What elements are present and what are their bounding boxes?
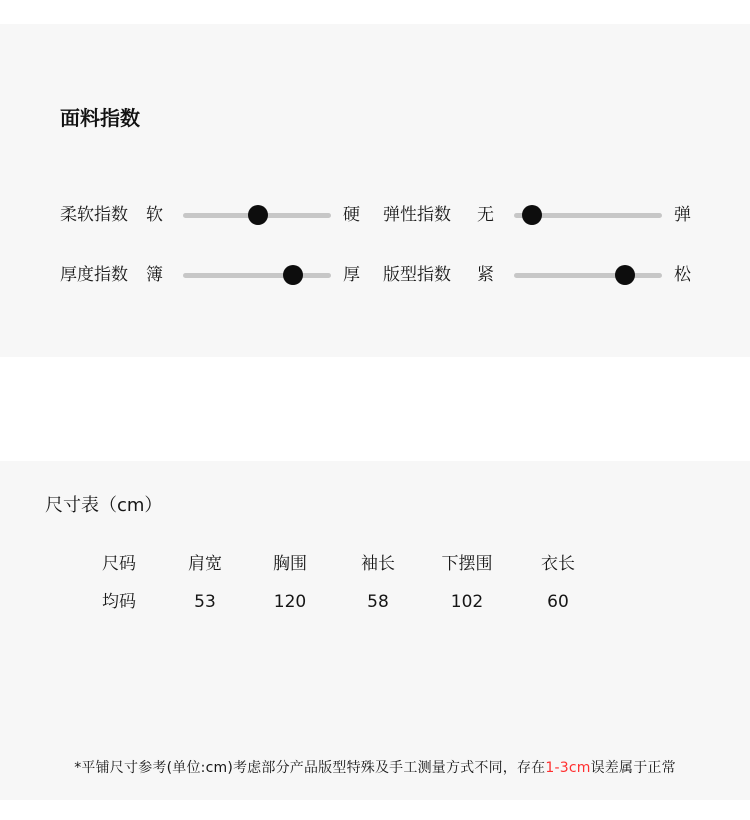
size-table-header: 衣长 xyxy=(541,554,575,574)
slider-row-elasticity xyxy=(383,200,695,230)
size-table xyxy=(75,552,605,614)
slider-dot xyxy=(283,265,303,285)
slider-max-label: 松 xyxy=(674,265,691,285)
slider-max-label: 弹 xyxy=(674,205,691,225)
fabric-index-slider-grid xyxy=(60,200,695,290)
size-table-header: 下摆围 xyxy=(441,554,493,574)
measurement-disclaimer xyxy=(0,758,750,778)
slider-dot xyxy=(615,265,635,285)
size-table-header: 尺码 xyxy=(102,554,136,574)
fabric-index-title: 面料指数 xyxy=(60,106,140,130)
disclaimer-text: *平铺尺寸参考(单位:cm)考虑部分产品版型特殊及手工测量方式不同，存在 xyxy=(74,760,546,776)
slider-dot xyxy=(248,205,268,225)
slider-dot xyxy=(522,205,542,225)
slider-row-thickness xyxy=(60,260,360,290)
size-table-cell: 58 xyxy=(367,592,389,612)
size-table-section xyxy=(0,461,750,800)
size-table-cell: 120 xyxy=(273,592,307,612)
size-table-cell: 53 xyxy=(194,592,216,612)
slider-min-label: 无 xyxy=(477,205,494,225)
slider-label: 版型指数 xyxy=(383,265,451,285)
slider-row-fit xyxy=(383,260,695,290)
size-table-header: 袖长 xyxy=(361,554,395,574)
slider-label: 厚度指数 xyxy=(60,265,128,285)
size-table-cell: 60 xyxy=(547,592,569,612)
slider-min-label: 软 xyxy=(146,205,163,225)
slider-track xyxy=(183,273,331,278)
disclaimer-tolerance-highlight: 1-3cm xyxy=(545,760,591,776)
slider-max-label: 厚 xyxy=(343,265,360,285)
slider-label: 弹性指数 xyxy=(383,205,451,225)
slider-row-softness xyxy=(60,200,360,230)
size-table-cell: 均码 xyxy=(102,592,136,612)
slider-track xyxy=(514,273,662,278)
fabric-index-section xyxy=(0,24,750,357)
slider-min-label: 簿 xyxy=(146,265,163,285)
size-table-header: 胸围 xyxy=(273,554,307,574)
slider-max-label: 硬 xyxy=(343,205,360,225)
slider-label: 柔软指数 xyxy=(60,205,128,225)
size-table-header: 肩宽 xyxy=(188,554,222,574)
size-table-cell: 102 xyxy=(450,592,484,612)
slider-min-label: 紧 xyxy=(477,265,494,285)
disclaimer-text: 误差属于正常 xyxy=(590,760,676,776)
slider-track xyxy=(183,213,331,218)
slider-track xyxy=(514,213,662,218)
size-table-title: 尺寸表（cm） xyxy=(45,495,163,516)
